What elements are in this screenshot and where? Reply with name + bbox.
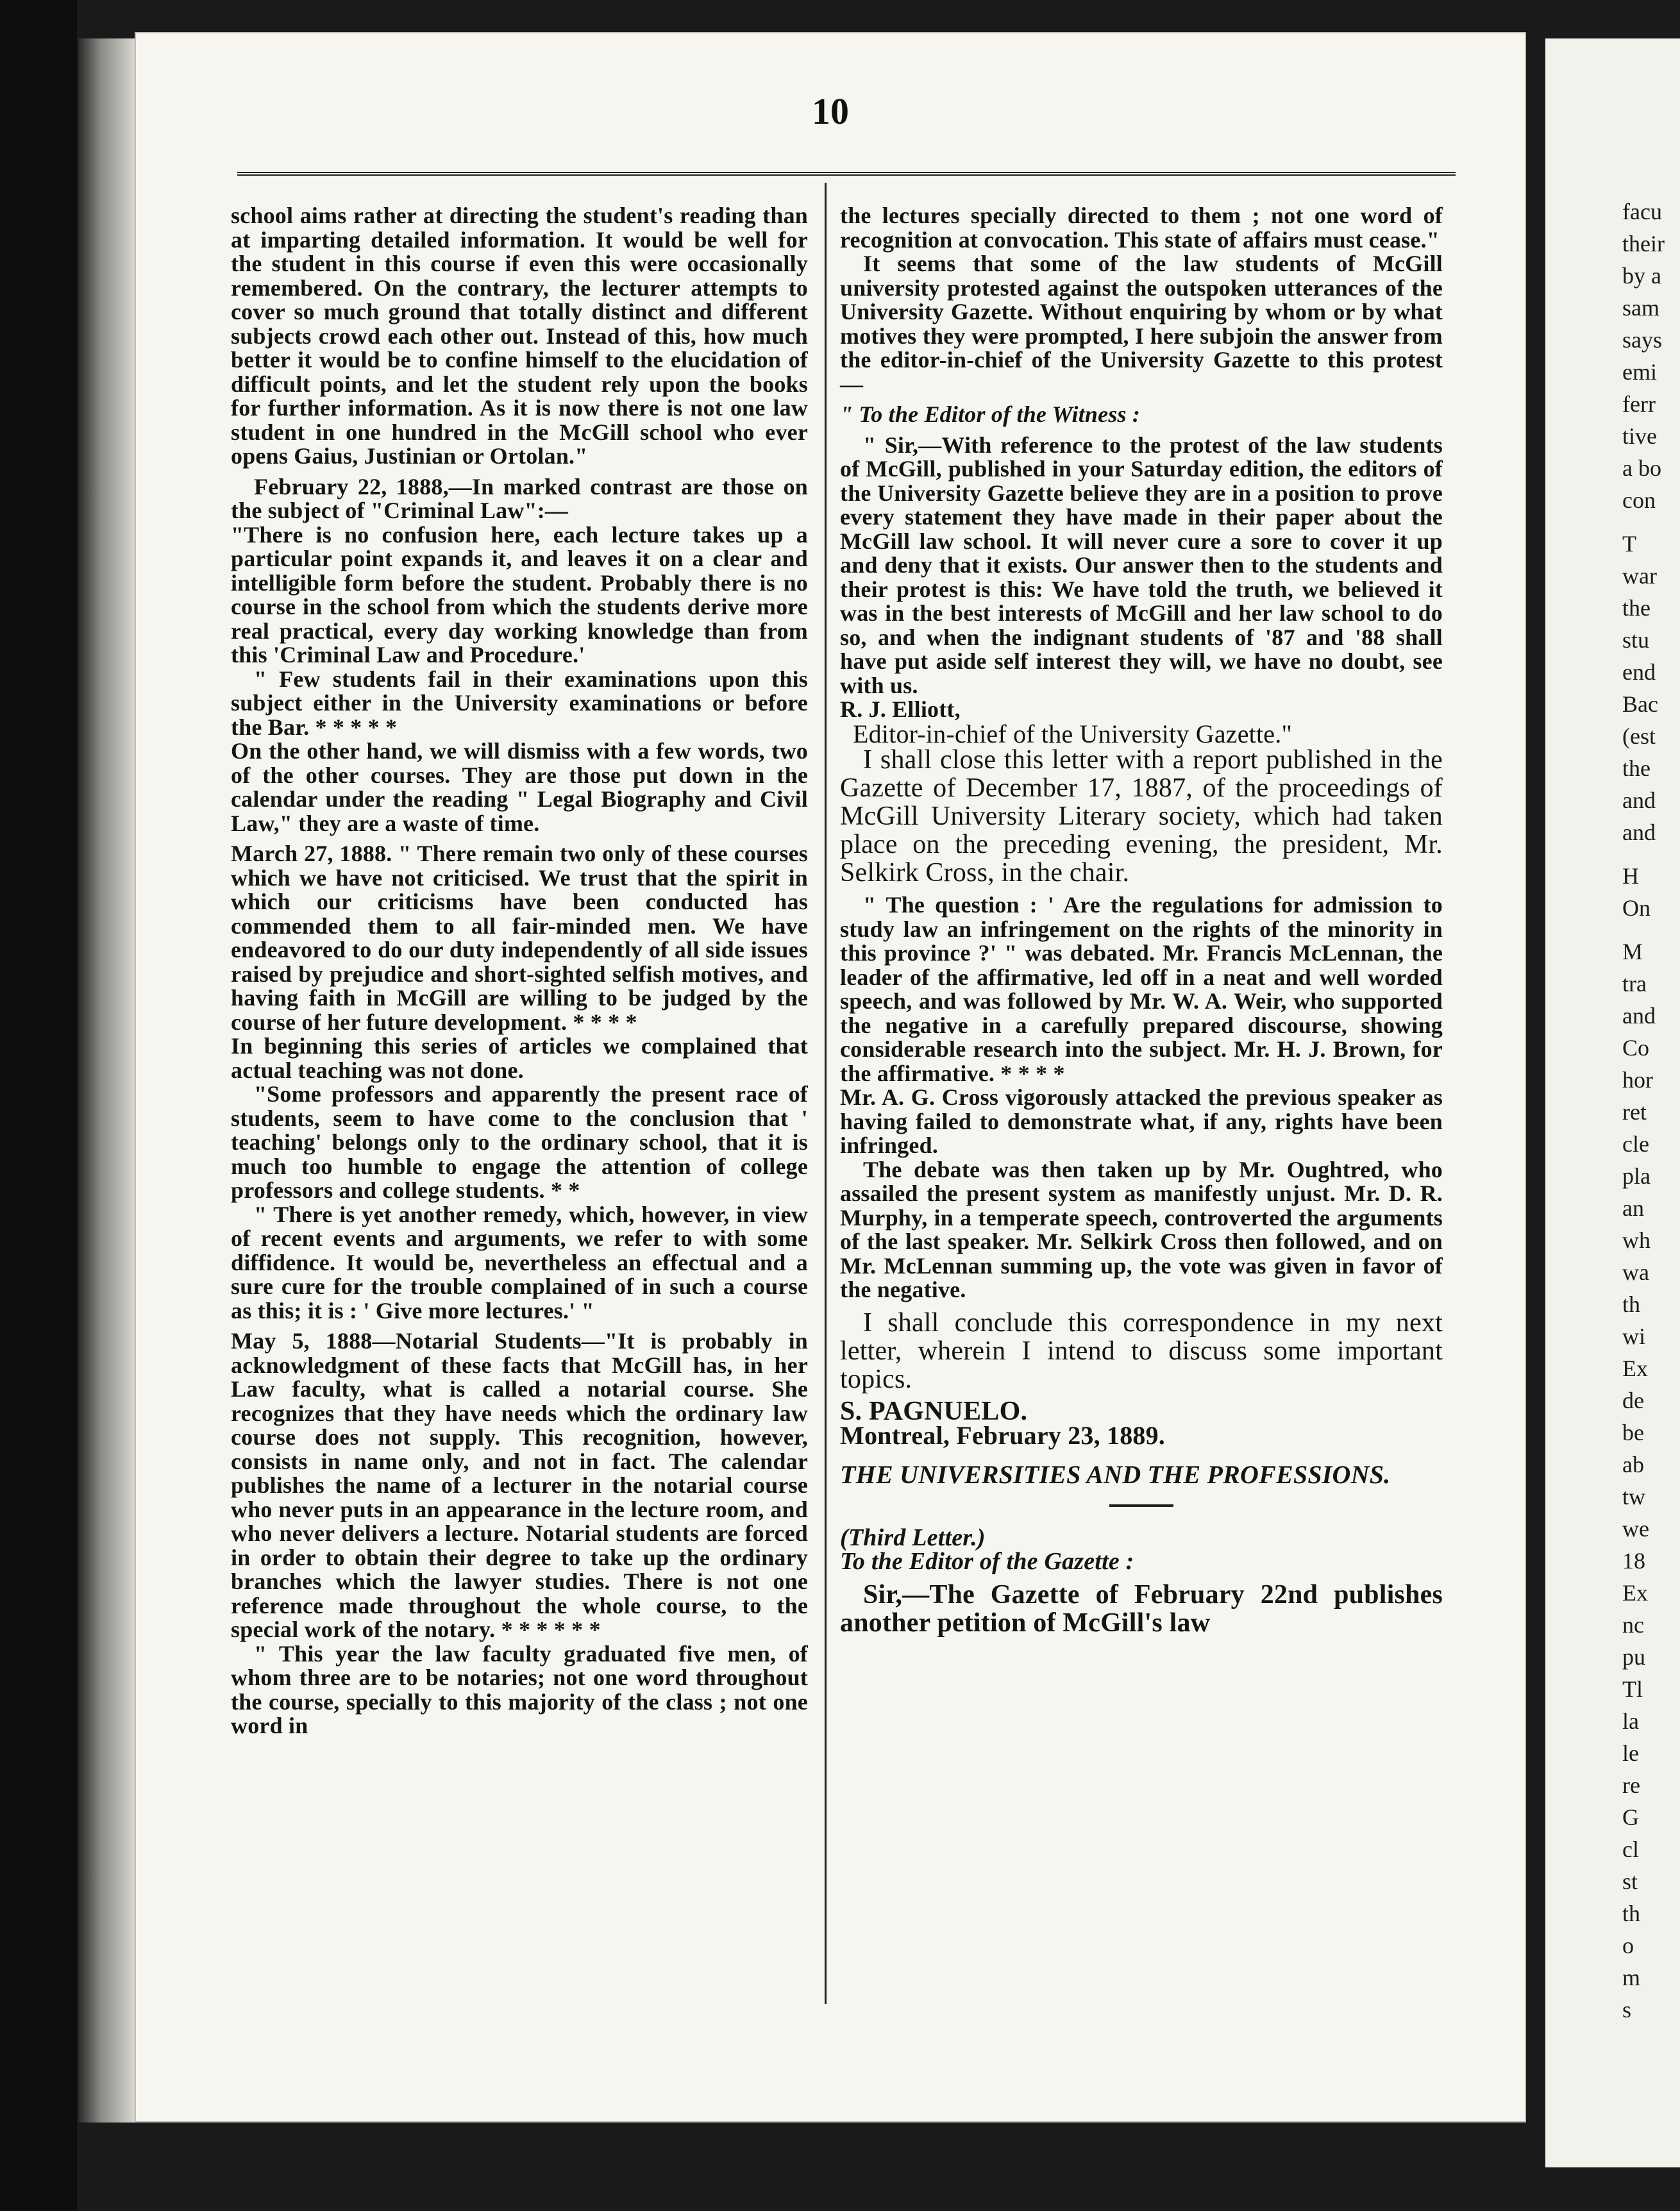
newspaper-page: [135, 32, 1526, 2123]
signature: S. PAGNUELO.: [840, 1396, 1028, 1426]
left-paragraph: " This year the law faculty graduated five men, of whom three are to be notaries; not one word throughout the course, specially to this majority of the class ; not one word in: [231, 1640, 808, 1738]
adjacent-page-fragment: wi: [1622, 1324, 1645, 1349]
right-paragraph: I shall conclude this correspondence in my next letter, wherein I intend to discuss some important topics.: [840, 1307, 1443, 1394]
left-paragraph: " There is yet another remedy, which, however, in view of recent events and arguments, we refer to with some diffidence. It would be, nevertheless an effectual and a sure cure for the trouble complained of in such a course as this; it is : ' Give more lectures.' ": [231, 1201, 808, 1324]
adjacent-page-fragment: m: [1622, 1965, 1641, 1990]
adjacent-page-fragment: an: [1622, 1195, 1644, 1221]
page-number: 10: [812, 90, 849, 132]
scan-left-edge: [0, 0, 77, 2211]
left-paragraph: In beginning this series of articles we complained that actual teaching was not done.: [231, 1033, 808, 1083]
adjacent-page-fragment: th: [1622, 1291, 1641, 1317]
page-spine: [78, 38, 135, 2123]
left-paragraph: " Few students fail in their examinations upon this subject either in the University examinations or before the Bar. * * * * *: [231, 666, 808, 740]
adjacent-page-fragment: ret: [1622, 1099, 1647, 1125]
adjacent-page-fragment: wa: [1622, 1259, 1649, 1285]
right-paragraph: " Sir,—With reference to the protest of the law students of McGill, published in your Saturday edition, the editors of the University Gazette believe they are in a position to prove every statement they have made in their paper about the McGill law school. It will never cure a sore to cover it up and deny that it exists. Our answer then to the students and their protest is this: We have told the truth, we believed it was in the best interests of McGill and her law school to do so, and when the indignant students of '87 and '88 shall have put aside self interest they will, we have no doubt, see with us.: [840, 432, 1443, 698]
adjacent-page-fragment: pla: [1622, 1163, 1651, 1189]
adjacent-page-fragment: Co: [1622, 1035, 1650, 1061]
adjacent-page-fragment: la: [1622, 1708, 1639, 1734]
adjacent-page-fragment: hor: [1622, 1067, 1653, 1093]
adjacent-page-fragment: the: [1622, 755, 1651, 781]
adjacent-page-fragment: ab: [1622, 1452, 1644, 1477]
adjacent-page-fragment: tra: [1622, 971, 1647, 996]
adjacent-page-fragment: st: [1622, 1869, 1638, 1894]
adjacent-page-fragment: G: [1622, 1804, 1639, 1830]
adjacent-page-fragment: war: [1622, 563, 1657, 589]
adjacent-page-fragment: (est: [1622, 723, 1656, 749]
left-paragraph: March 27, 1888. " There remain two only of these courses which we have not criticised. We trust that the spirit in which our criticisms have been conducted has commended them to all fair-minded men. We have endeavored to do our duty independently of all side issues raised by prejudice and short-sighted selfish motives, and having faith in McGill are willing to be judged by the course of her future development. * * * *: [231, 841, 808, 1035]
adjacent-page-fragment: stu: [1622, 627, 1650, 653]
heading-rule: [1109, 1504, 1173, 1507]
right-paragraph: the lectures specially directed to them ; not one word of recognition at convocation. This state of affairs must cease.": [840, 203, 1443, 253]
adjacent-page-fragment: the: [1622, 595, 1651, 621]
adjacent-page-fragment: tw: [1622, 1484, 1645, 1509]
adjacent-page-fragment: and: [1622, 820, 1656, 845]
right-paragraph: Mr. A. G. Cross vigorously attacked the previous speaker as having failed to demonstrate what, if any, rights have been infringed.: [840, 1084, 1443, 1158]
left-column: [231, 204, 808, 1738]
article-heading: THE UNIVERSITIES AND THE PROFESSIONS.: [840, 1459, 1391, 1489]
adjacent-page-fragment: and: [1622, 1003, 1656, 1029]
signature-title: Editor-in-chief of the University Gazette.": [853, 719, 1292, 748]
right-paragraph: " The question : ' Are the regulations for admission to study law an infringement on the rights of the minority in this province ?' " was debated. Mr. Francis McLennan, the leader of the affirmative, led off in a neat and well worded speech, and was followed by Mr. W. A. Weir, who supported the negative in a carefully prepared discourse, showing considerable research into the subject. Mr. H. J. Brown, for the affirmative. * * * *: [840, 892, 1443, 1086]
adjacent-page-fragment: Ex: [1622, 1580, 1648, 1606]
right-paragraph: Sir,—The Gazette of February 22nd publishes another petition of McGill's law: [840, 1579, 1443, 1638]
dateline: Montreal, February 23, 1889.: [840, 1421, 1166, 1450]
adjacent-page-fragment: nc: [1622, 1612, 1644, 1638]
adjacent-page-fragment: pu: [1622, 1644, 1645, 1670]
adjacent-page-fragment: M: [1622, 939, 1643, 964]
adjacent-page-fragment: On: [1622, 895, 1651, 921]
adjacent-page-fragment: tive: [1622, 423, 1657, 449]
adjacent-page-fragment: con: [1622, 487, 1656, 513]
adjacent-page-fragment: H: [1622, 863, 1639, 889]
adjacent-page-fragment: T: [1622, 531, 1636, 557]
column-divider: [825, 183, 827, 2004]
adjacent-page-fragment: end: [1622, 659, 1656, 685]
left-paragraph: May 5, 1888—Notarial Students—"It is probably in acknowledgment of these facts that McGill has, in her Law faculty, what is called a notarial course. She recognizes that they have needs which the ordinary law course does not supply. This recognition, however, consists in name only, and not in fact. The calendar publishes the name of a lecturer in the notarial course who never puts in an appearance in the lecture room, and who never delivers a lecture. Notarial students are forced in order to obtain their degree to take up the ordinary branches which the lawyer studies. There is not one reference made throughout the whole course, to the special work of the notary. * * * * * *: [231, 1328, 808, 1642]
adjacent-page-fragment: Ex: [1622, 1356, 1648, 1381]
right-paragraph: The debate was then taken up by Mr. Oughtred, who assailed the present system as manifestly unjust. Mr. D. R. Murphy, in a temperate speech, controverted the arguments of the last speaker. Mr. Selkirk Cross then followed, and on Mr. McLennan summing up, the vote was given in favor of the negative.: [840, 1156, 1443, 1302]
subheading: (Third Letter.): [840, 1524, 986, 1551]
adjacent-page-fragment: th: [1622, 1901, 1641, 1926]
adjacent-page-fragment: 18: [1622, 1548, 1645, 1574]
adjacent-page-fragment: by a: [1622, 263, 1661, 289]
adjacent-page-fragment: sam: [1622, 295, 1659, 321]
adjacent-page-fragment: ferr: [1622, 391, 1656, 417]
adjacent-page-fragment: facu: [1622, 199, 1662, 224]
adjacent-page-fragment: Tl: [1622, 1676, 1643, 1702]
adjacent-page-fragment: Bac: [1622, 691, 1658, 717]
adjacent-page-fragment: wh: [1622, 1227, 1651, 1253]
to-editor-line: To the Editor of the Gazette :: [840, 1548, 1134, 1575]
left-paragraph: On the other hand, we will dismiss with a few words, two of the other courses. They are those put down in the calendar under the reading " Legal Biography and Civil Law," they are a waste of time.: [231, 738, 808, 836]
left-paragraph: February 22, 1888,—In marked contrast are those on the subject of "Criminal Law":—: [231, 473, 808, 523]
adjacent-page-edge: [1545, 38, 1680, 2167]
adjacent-page-fragment: re: [1622, 1772, 1640, 1798]
adjacent-page-fragment: says: [1622, 327, 1662, 353]
adjacent-page-fragment: a bo: [1622, 455, 1661, 481]
adjacent-page-fragment: and: [1622, 787, 1656, 813]
left-paragraph: "Some professors and apparently the present race of students, seem to have come to the conclusion that ' teaching' belongs only to the ordinary school, that it is much too humble to engage the attention of college professors and college students. * *: [231, 1081, 808, 1203]
signature-name: R. J. Elliott,: [840, 696, 961, 722]
right-column: [840, 204, 1443, 1637]
right-paragraph: I shall close this letter with a report published in the Gazette of December 17, 1887, of the proceedings of McGill University Literary society, which had taken place on the preceding evening, the president, Mr. Selkirk Cross, in the chair.: [840, 745, 1443, 887]
top-rule: [237, 172, 1456, 176]
adjacent-page-fragment: cle: [1622, 1131, 1649, 1157]
adjacent-page-fragment: le: [1622, 1740, 1639, 1766]
adjacent-page-fragment: emi: [1622, 359, 1657, 385]
adjacent-page-fragment: we: [1622, 1516, 1649, 1542]
adjacent-page-fragment: de: [1622, 1388, 1644, 1413]
left-paragraph: "There is no confusion here, each lecture takes up a particular point expands it, and leaves it on a clear and intelligible form before the student. Probably there is no course in the school from which the students derive more real practical, every day working knowledge than from this 'Criminal Law and Procedure.': [231, 521, 808, 668]
adjacent-page-fragment: cl: [1622, 1837, 1639, 1862]
left-paragraph: school aims rather at directing the student's reading than at imparting detailed information. It would be well for the student in this course if even this were occasionally remembered. On the contrary, the lecturer attempts to cover so much ground that totally distinct and different subjects crowd each other out. Instead of this, how much better it would be to confine himself to the elucidation of difficult points, and let the student rely upon the books for further information. As it is now there is not one law student in one hundred in the McGill school who ever opens Gaius, Justinian or Ortolan.": [231, 203, 808, 469]
right-paragraph: It seems that some of the law students of McGill university protested against the outspoken utterances of the University Gazette. Without enquiring by whom or by what motives they were prompted, I here subjoin the answer from the editor-in-chief of the University Gazette to this protest —: [840, 251, 1443, 397]
adjacent-page-fragment: their: [1622, 231, 1665, 256]
adjacent-page-fragment: be: [1622, 1420, 1644, 1445]
adjacent-page-fragment: s: [1622, 1997, 1632, 2022]
salutation: " To the Editor of the Witness :: [840, 401, 1141, 427]
adjacent-page-fragment: o: [1622, 1933, 1634, 1958]
